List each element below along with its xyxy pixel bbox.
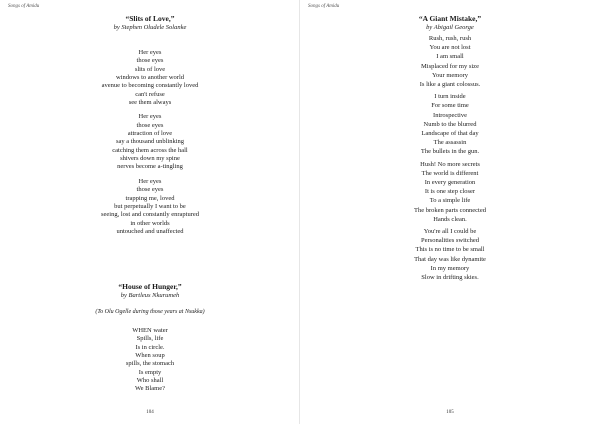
poem-line: WHEN water — [132, 327, 168, 334]
poem-line: catching them across the hall — [112, 146, 188, 154]
poem-line: can't refuse — [135, 90, 165, 98]
poem-line: That day was like dynamite — [414, 255, 486, 263]
poem-line: In my memory — [430, 264, 470, 272]
poem-line: those eyes — [136, 121, 164, 129]
poem-line: We Blame? — [135, 385, 165, 393]
poem-line: To a simple life — [429, 197, 471, 205]
poem-line: in other worlds — [130, 219, 170, 227]
poem-author: by Stephen Oludele Solanke — [113, 24, 187, 31]
poem-line: Slow in drifting skies. — [421, 274, 479, 282]
stanza — [0, 49, 300, 107]
poem-line: shivers down my spine — [120, 155, 180, 163]
poem-line: see them always — [128, 99, 172, 107]
poem-body — [0, 49, 300, 236]
poem-line: nerves become a-tingling — [117, 163, 183, 171]
poem-line: say a thousand unblinking — [115, 138, 185, 146]
poem-line: You're all I could be — [423, 228, 477, 236]
poem-line: Her eyes — [138, 49, 162, 56]
poem-line: avenue to becoming constantly loved — [101, 82, 199, 90]
poem-line: This is no time to be small — [415, 246, 485, 254]
poem-line: The world is different — [421, 169, 479, 177]
poem-line: Introspective — [433, 111, 467, 119]
poem-line: For some time — [431, 102, 469, 110]
poem-line: trapping me, loved — [125, 194, 175, 202]
stanza — [300, 34, 600, 89]
poem-line: The bullets in the gun. — [420, 148, 480, 156]
poem-line: The assassin — [433, 139, 467, 147]
poem-line: You are not lost — [429, 44, 471, 52]
poem-line: Her eyes — [138, 177, 162, 185]
poem-line: Numb to the blurred — [423, 120, 477, 128]
stanza — [0, 327, 300, 394]
poem-line: Your memory — [432, 71, 468, 79]
running-head: Songs of Amidu — [8, 4, 40, 9]
poem-line: Misplaced for my size — [421, 62, 479, 70]
poem-line: but perpetually I want to be — [114, 202, 186, 210]
poem-line: seeing, lost and constantly enraptured — [100, 211, 199, 219]
poem-line: I turn inside — [434, 93, 466, 101]
poem-line: Personalities switched — [421, 237, 479, 245]
page-number: 105 — [446, 410, 454, 415]
poem-line: attraction of love — [127, 130, 173, 138]
stanza — [0, 113, 300, 171]
poem-house-of-hunger — [0, 282, 300, 394]
poem-author: by Bartleus Nkurumeh — [120, 292, 180, 299]
poem-line: Her eyes — [138, 113, 162, 121]
poem-a-giant-mistake — [300, 14, 600, 282]
poem-dedication: (To Olu Ogelle during those years at Nsukka) — [95, 309, 205, 315]
poem-line: spills, the stomach — [125, 360, 175, 368]
right-page — [300, 0, 600, 424]
poem-line: those eyes — [136, 186, 164, 194]
poem-line: Is empty — [138, 368, 162, 376]
stanza — [300, 160, 600, 224]
stanza — [300, 92, 600, 156]
poem-line: Rush, rush, rush — [428, 35, 472, 42]
stanza — [0, 178, 300, 236]
poem-line: windows to another world — [115, 74, 185, 82]
poem-body — [0, 327, 300, 394]
poem-title: “Slits of Love,” — [125, 14, 175, 23]
poem-title: “House of Hunger,” — [118, 282, 182, 291]
poem-slits-of-love — [0, 14, 300, 236]
page-number: 104 — [146, 410, 154, 415]
stanza — [300, 227, 600, 282]
poem-line: I am small — [436, 53, 464, 61]
poem-line: Is in circle. — [135, 343, 165, 351]
poem-line: Spills, life — [136, 335, 164, 343]
poem-line: In every generation — [424, 179, 476, 187]
poem-line: Hands clean. — [433, 215, 467, 223]
poem-line: Is like a giant colossus. — [419, 81, 481, 89]
poem-line: those eyes — [136, 57, 164, 65]
poem-line: Who shall — [136, 377, 164, 385]
poem-title: “A Giant Mistake,” — [418, 14, 482, 23]
poem-line: Hush! No more secrets — [420, 160, 480, 168]
poem-body — [300, 34, 600, 282]
poem-line: The broken parts connected — [413, 206, 486, 214]
poem-line: untouched and unaffected — [116, 227, 184, 235]
running-head: Songs of Amidu — [308, 4, 340, 9]
poem-line: slits of love — [134, 65, 166, 73]
poem-line: Landscape of that day — [421, 130, 479, 138]
poem-author: by Abigail George — [426, 24, 474, 31]
poem-line: When soup — [135, 352, 165, 360]
poem-line: It is one step closer — [424, 188, 476, 196]
